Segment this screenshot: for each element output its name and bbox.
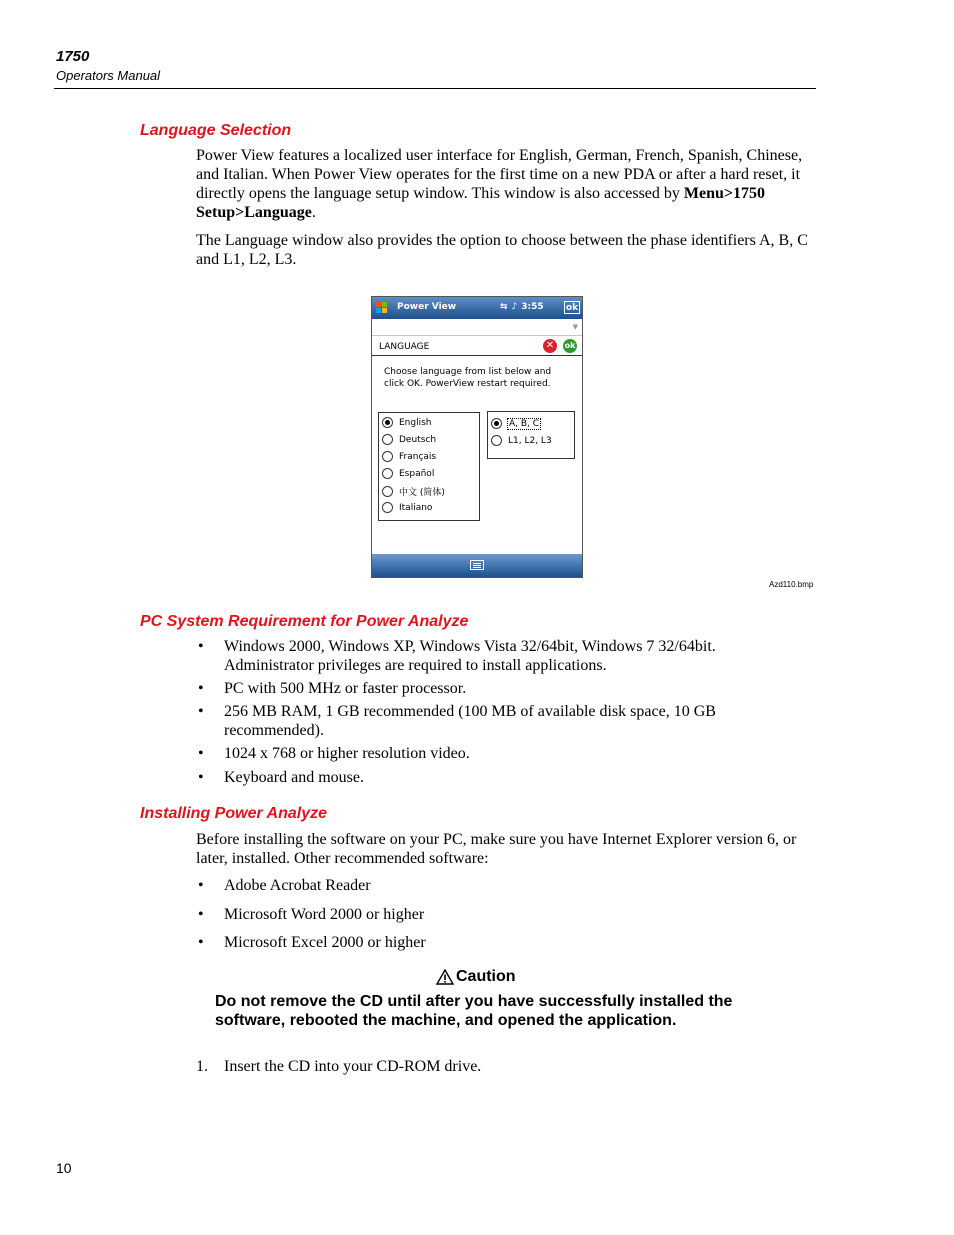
header-rule bbox=[54, 88, 816, 89]
language-option-english[interactable]: English bbox=[382, 417, 432, 428]
caution-title: Caution bbox=[436, 968, 516, 986]
page-number: 10 bbox=[56, 1160, 72, 1176]
pda-screenshot bbox=[371, 296, 583, 578]
pda-status-area bbox=[500, 302, 544, 312]
heading-language-selection: Language Selection bbox=[140, 122, 292, 139]
pda-dropdown-bar[interactable] bbox=[372, 319, 582, 336]
radio-selected-icon[interactable] bbox=[491, 418, 502, 429]
paragraph-installing-intro: Before installing the software on your PC, make sure you have Internet Explorer version 6, or later, installed. Other recommended software: bbox=[196, 831, 797, 867]
paragraph-language-intro: Power View features a localized user interface for English, German, French, Spanish, Chinese, and Italian. When Power View operates for the first time on a new PDA or after a hard reset, it directly opens the language setup window. This window is also accessed by Menu>1750 Setup>Language. bbox=[196, 147, 803, 221]
language-option-chinese[interactable]: 中文 (简体) bbox=[382, 485, 445, 498]
windows-logo-icon[interactable] bbox=[375, 301, 389, 315]
heading-installing: Installing Power Analyze bbox=[140, 805, 328, 822]
pda-titlebar bbox=[372, 297, 582, 319]
list-item: • Windows 2000, Windows XP, Windows Vista 32/64bit, Windows 7 32/64bit. Administrator privileges are required to install applications. bbox=[196, 637, 796, 675]
volume-icon[interactable]: ♪ bbox=[511, 302, 518, 312]
radio-icon[interactable] bbox=[382, 468, 393, 479]
list-item: • 1024 x 768 or higher resolution video. bbox=[196, 744, 796, 763]
pda-app-title: Power View bbox=[397, 302, 457, 312]
radio-icon[interactable] bbox=[382, 434, 393, 445]
list-item: • Microsoft Excel 2000 or higher bbox=[196, 933, 796, 952]
language-list bbox=[378, 412, 480, 521]
manual-model: 1750 bbox=[56, 48, 90, 65]
pda-window-label: LANGUAGE bbox=[379, 342, 430, 352]
heading-pc-requirements: PC System Requirement for Power Analyze bbox=[140, 613, 469, 630]
pda-title-ok-button[interactable]: ok bbox=[565, 303, 579, 313]
pda-softkey-bar bbox=[372, 554, 582, 577]
caution-text: Do not remove the CD until after you have successfully installed the software, rebooted the machine, and opened the application. bbox=[215, 993, 733, 1029]
language-option-deutsch[interactable]: Deutsch bbox=[382, 434, 436, 445]
pda-clock[interactable]: 3:55 bbox=[521, 302, 544, 312]
manual-subtitle: Operators Manual bbox=[56, 68, 161, 83]
list-item: • PC with 500 MHz or faster processor. bbox=[196, 679, 796, 698]
connectivity-icon[interactable]: ⇆ bbox=[500, 302, 508, 312]
recommended-software-list bbox=[196, 876, 796, 952]
radio-icon[interactable] bbox=[382, 502, 393, 513]
paragraph-language-phase: The Language window also provides the option to choose between the phase identifiers A, B, C and L1, L2, L3. bbox=[196, 232, 808, 268]
keyboard-icon[interactable] bbox=[470, 560, 484, 570]
language-option-espanol[interactable]: Español bbox=[382, 468, 434, 479]
radio-icon[interactable] bbox=[382, 486, 393, 497]
phase-id-list bbox=[487, 411, 575, 459]
menu-path: Menu>1750 Setup>Language bbox=[196, 185, 766, 221]
figure-caption: Azd110.bmp bbox=[769, 580, 814, 589]
install-step-1: 1. Insert the CD into your CD-ROM drive. bbox=[196, 1058, 482, 1075]
language-option-italiano[interactable]: Italiano bbox=[382, 502, 432, 513]
radio-icon[interactable] bbox=[491, 435, 502, 446]
pda-language-header bbox=[372, 337, 582, 356]
list-item: • 256 MB RAM, 1 GB recommended (100 MB of available disk space, 10 GB recommended). bbox=[196, 702, 796, 740]
list-item: • Microsoft Word 2000 or higher bbox=[196, 905, 796, 924]
chevron-down-icon[interactable]: ▼ bbox=[572, 323, 578, 331]
confirm-ok-icon[interactable]: ok bbox=[563, 339, 577, 353]
radio-selected-icon[interactable] bbox=[382, 417, 393, 428]
radio-icon[interactable] bbox=[382, 451, 393, 462]
pda-instruction: Choose language from list below and click OK. PowerView restart required. bbox=[384, 367, 552, 389]
language-option-francais[interactable]: Français bbox=[382, 451, 436, 462]
cancel-icon[interactable]: ✕ bbox=[543, 339, 557, 353]
list-item: • Adobe Acrobat Reader bbox=[196, 876, 796, 895]
phase-option-l123[interactable]: L1, L2, L3 bbox=[491, 435, 552, 446]
phase-option-abc[interactable]: A, B, C bbox=[491, 418, 540, 429]
pc-requirements-list bbox=[196, 637, 796, 787]
warning-triangle-icon bbox=[436, 969, 454, 985]
list-item: • Keyboard and mouse. bbox=[196, 768, 796, 787]
